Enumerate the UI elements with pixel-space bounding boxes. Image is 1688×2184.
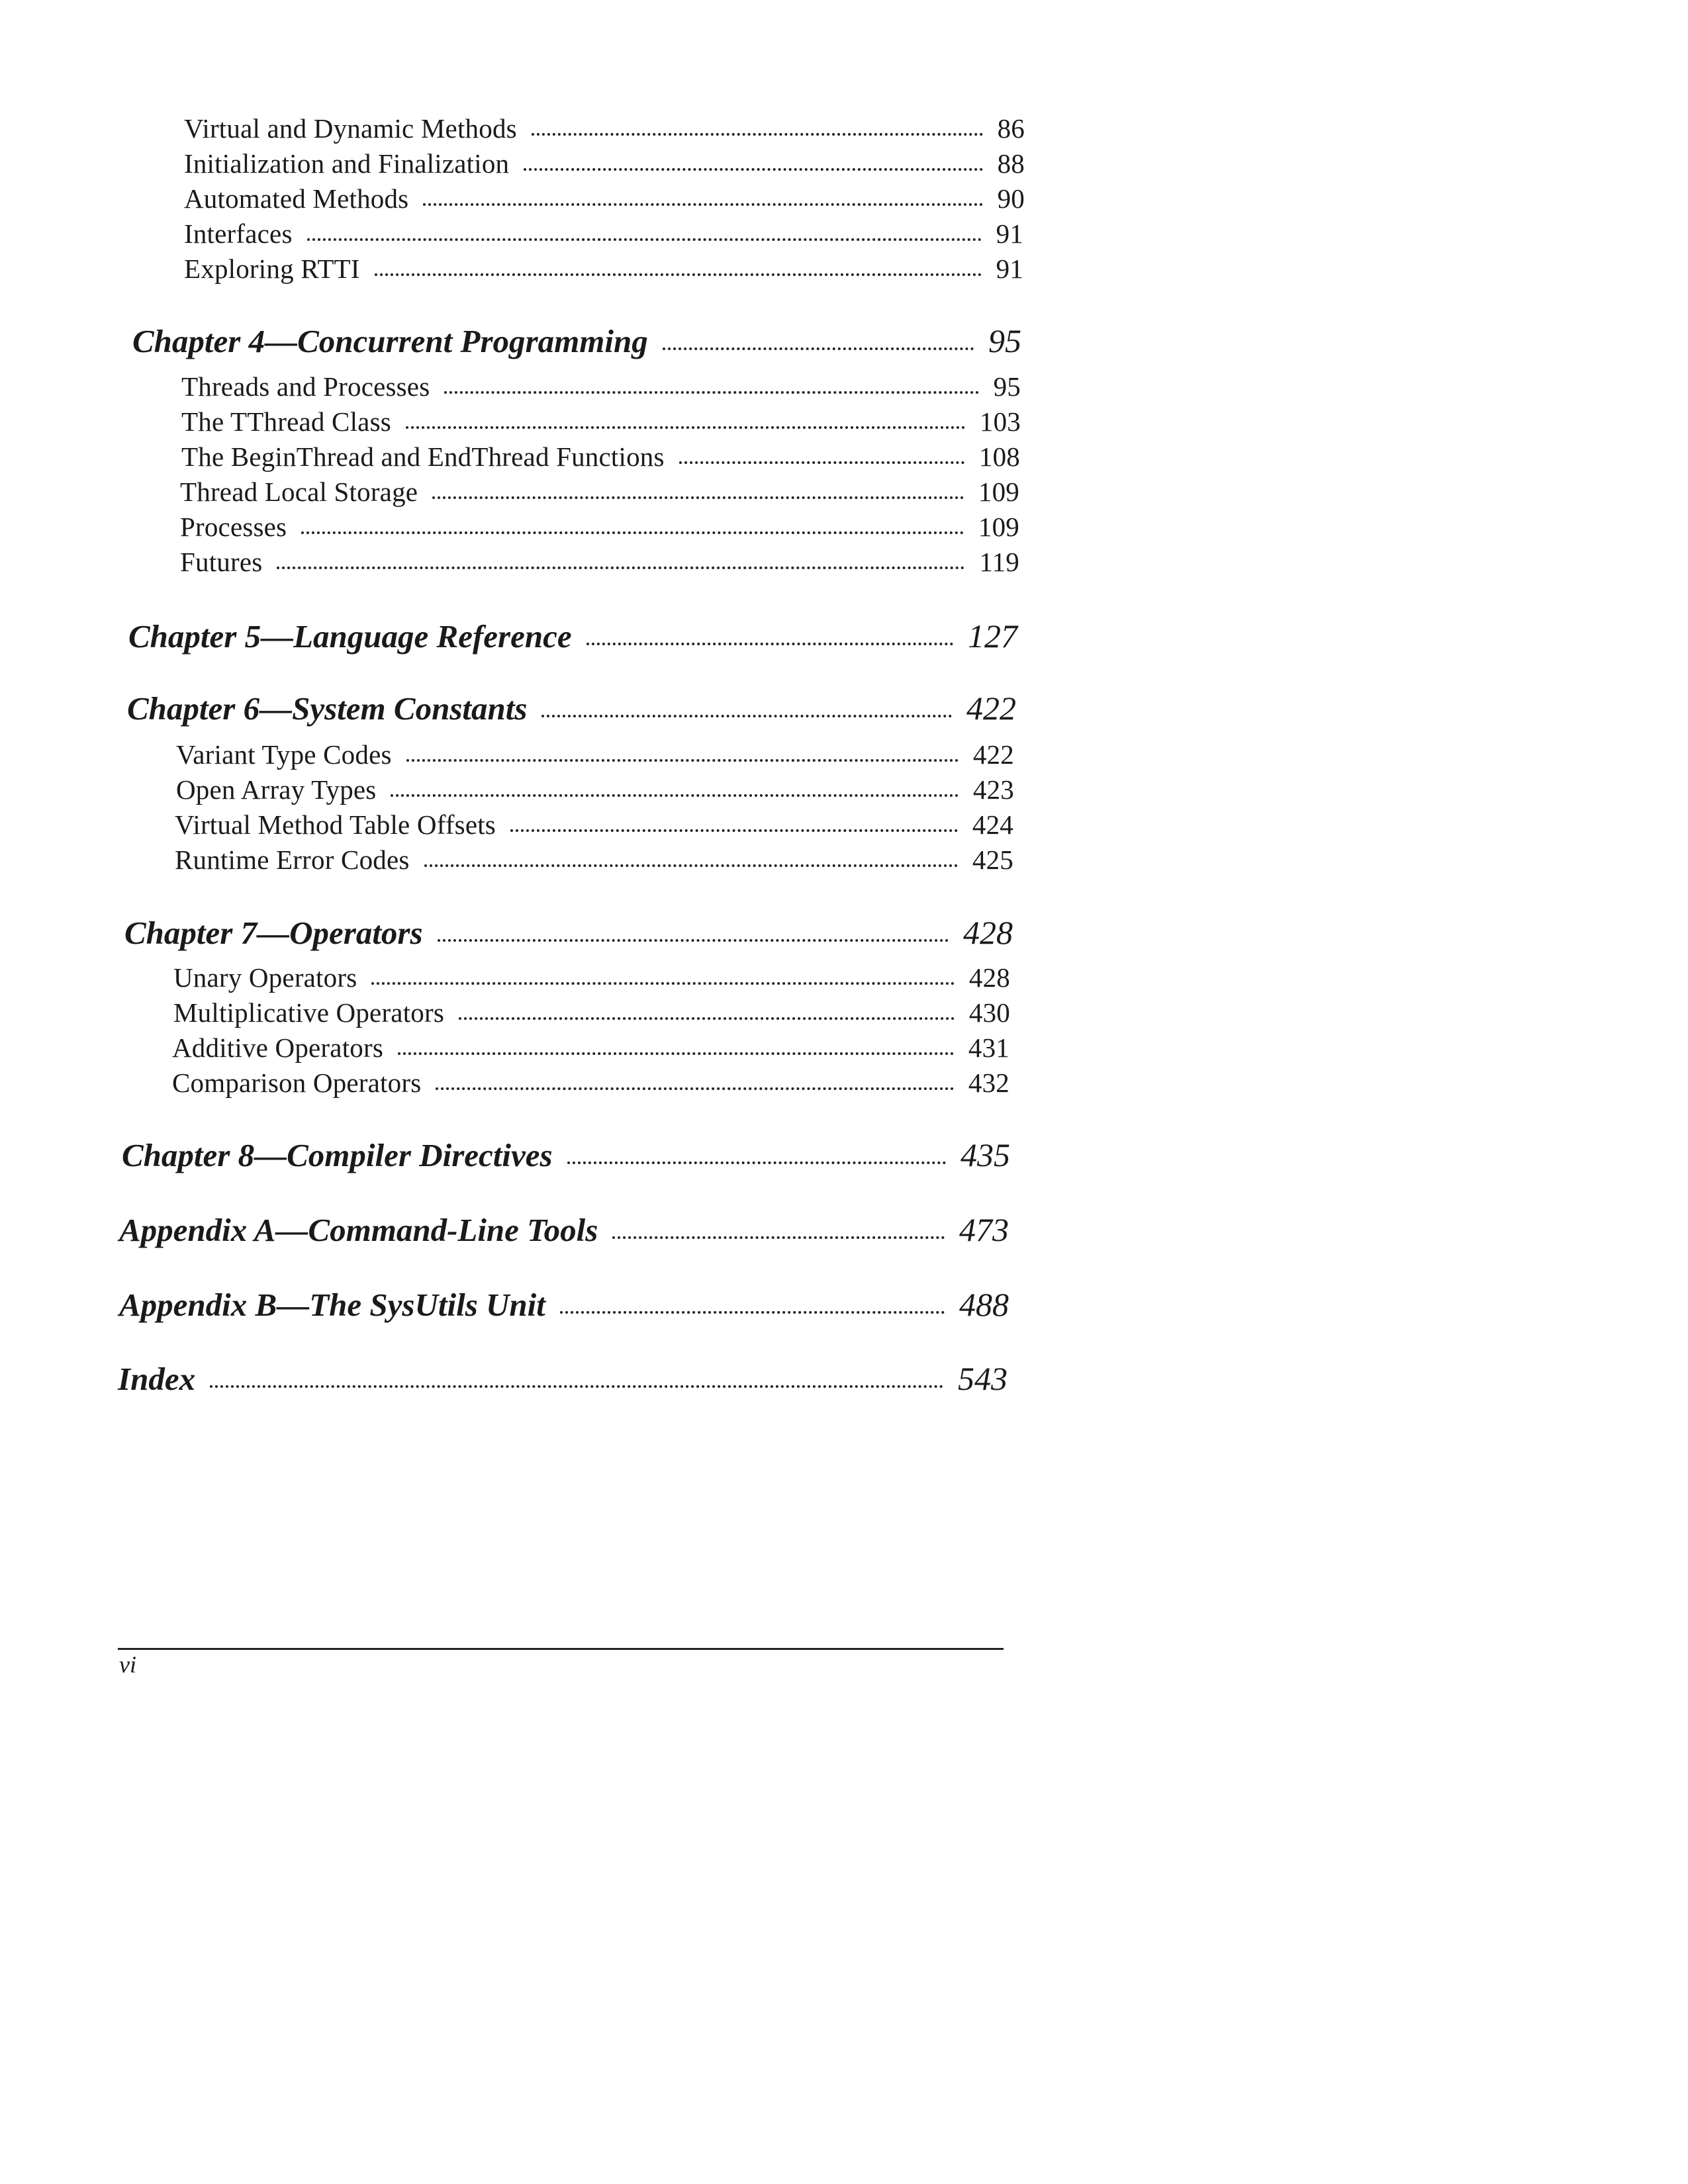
dot-leader [459, 1017, 955, 1020]
toc-entry [180, 538, 1019, 578]
toc-chapter-title: Chapter 5—Language Reference [128, 618, 572, 655]
toc-entry-title: Exploring RTTI [184, 253, 360, 284]
toc-entry-title: Initialization and Finalization [184, 148, 510, 179]
toc-entry-page: 431 [968, 1032, 1009, 1063]
toc-entry-page: 422 [972, 739, 1014, 770]
toc-chapter-heading [124, 904, 1013, 952]
toc-chapter-page: 428 [963, 914, 1013, 951]
toc-entry [184, 105, 1025, 144]
toc-chapter-page: 543 [958, 1360, 1008, 1397]
toc-entry [184, 140, 1025, 179]
toc-chapter-heading [128, 608, 1017, 655]
dot-leader [424, 864, 958, 867]
dot-leader [524, 168, 982, 171]
toc-entry-page: 428 [968, 962, 1010, 993]
dot-leader [277, 567, 964, 569]
dot-leader [375, 273, 982, 276]
toc-chapter-title: Chapter 6—System Constants [127, 690, 528, 727]
toc-entry-title: Virtual and Dynamic Methods [184, 113, 517, 144]
toc-entry-title: Automated Methods [184, 183, 409, 214]
toc-entry [184, 175, 1025, 214]
dot-leader [560, 1311, 945, 1314]
toc-entry [173, 989, 1010, 1028]
toc-entry-title: Futures [180, 547, 263, 577]
toc-chapter-heading [118, 1350, 1008, 1398]
page-folio: vi [119, 1651, 136, 1678]
dot-leader [541, 715, 952, 717]
toc-entry-page: 88 [997, 148, 1025, 179]
toc-entry-title: Runtime Error Codes [175, 844, 410, 875]
toc-chapter-heading [132, 312, 1021, 360]
dot-leader [391, 794, 958, 797]
toc-entry-title: Interfaces [184, 218, 293, 249]
toc-entry-title: Additive Operators [172, 1032, 383, 1063]
dot-leader [423, 203, 982, 206]
toc-entry-title: Variant Type Codes [176, 739, 392, 770]
toc-entry [181, 433, 1020, 473]
toc-entry [175, 801, 1013, 841]
toc-entry-page: 430 [968, 997, 1010, 1028]
dot-leader [371, 982, 955, 985]
toc-chapter-title: Index [118, 1361, 196, 1397]
toc-entry [172, 1024, 1009, 1064]
dot-leader [586, 643, 953, 645]
toc-entry [181, 363, 1021, 402]
toc-chapter-page: 473 [959, 1211, 1009, 1248]
toc-entry-page: 109 [978, 512, 1019, 542]
toc-entry [180, 503, 1019, 543]
toc-entry-page: 425 [972, 844, 1013, 875]
toc-chapter-title: Chapter 7—Operators [124, 915, 423, 951]
footer-rule [118, 1648, 1004, 1650]
toc-chapter-title: Appendix B—The SysUtils Unit [119, 1287, 545, 1323]
dot-leader [432, 496, 964, 499]
dot-leader [406, 759, 959, 762]
toc-entry [184, 210, 1023, 250]
toc-entry [176, 731, 1014, 770]
toc-entry [184, 245, 1023, 285]
toc-chapter-title: Chapter 8—Compiler Directives [122, 1137, 553, 1173]
toc-chapter-page: 127 [968, 617, 1017, 655]
toc-entry [181, 398, 1021, 437]
toc-entry [180, 468, 1019, 508]
dot-leader [510, 829, 958, 832]
dot-leader [307, 238, 982, 241]
dot-leader [436, 1087, 954, 1090]
toc-entry-page: 108 [978, 441, 1020, 472]
toc-chapter-heading [119, 1201, 1009, 1249]
toc-entry-page: 424 [972, 809, 1013, 840]
toc-chapter-title: Chapter 4—Concurrent Programming [132, 323, 648, 359]
toc-chapter-page: 95 [988, 322, 1021, 359]
toc-entry-title: Unary Operators [173, 962, 357, 993]
toc-entry-page: 95 [993, 371, 1021, 402]
toc-entry-title: The TThread Class [181, 406, 391, 437]
dot-leader [438, 939, 949, 942]
dot-leader [301, 531, 964, 534]
toc-entry-page: 103 [979, 406, 1021, 437]
toc-entry-page: 91 [996, 253, 1023, 284]
toc-entry-page: 109 [978, 477, 1019, 507]
dot-leader [406, 426, 965, 429]
toc-entry-title: Threads and Processes [181, 371, 430, 402]
toc-entry-page: 432 [968, 1068, 1009, 1098]
toc-chapter-title: Appendix A—Command-Line Tools [119, 1212, 598, 1248]
dot-leader [398, 1052, 954, 1055]
toc-entry [175, 836, 1013, 876]
dot-leader [612, 1236, 945, 1239]
toc-chapter-heading [122, 1126, 1010, 1174]
toc-entry-title: Processes [180, 512, 287, 542]
dot-leader [532, 133, 983, 136]
toc-chapter-page: 488 [959, 1286, 1009, 1323]
toc-entry [173, 954, 1010, 993]
toc-entry [176, 766, 1014, 805]
dot-leader [210, 1385, 943, 1388]
dot-leader [679, 461, 964, 464]
toc-entry-title: Multiplicative Operators [173, 997, 444, 1028]
dot-leader [663, 347, 974, 350]
toc-chapter-heading [127, 680, 1016, 727]
toc-chapter-heading [119, 1276, 1009, 1324]
toc-chapter-page: 422 [966, 690, 1016, 727]
toc-chapter-page: 435 [961, 1136, 1010, 1173]
toc-entry [172, 1059, 1009, 1099]
dot-leader [444, 391, 978, 394]
toc-entry-page: 86 [997, 113, 1025, 144]
toc-entry-page: 91 [996, 218, 1023, 249]
toc-entry-page: 119 [979, 547, 1019, 577]
toc-entry-title: Thread Local Storage [180, 477, 418, 507]
toc-entry-title: The BeginThread and EndThread Functions [181, 441, 665, 472]
toc-entry-page: 423 [972, 774, 1014, 805]
toc-entry-page: 90 [997, 183, 1025, 214]
toc-entry-title: Virtual Method Table Offsets [175, 809, 496, 840]
toc-entry-title: Comparison Operators [172, 1068, 422, 1098]
toc-entry-title: Open Array Types [176, 774, 377, 805]
dot-leader [567, 1161, 946, 1164]
